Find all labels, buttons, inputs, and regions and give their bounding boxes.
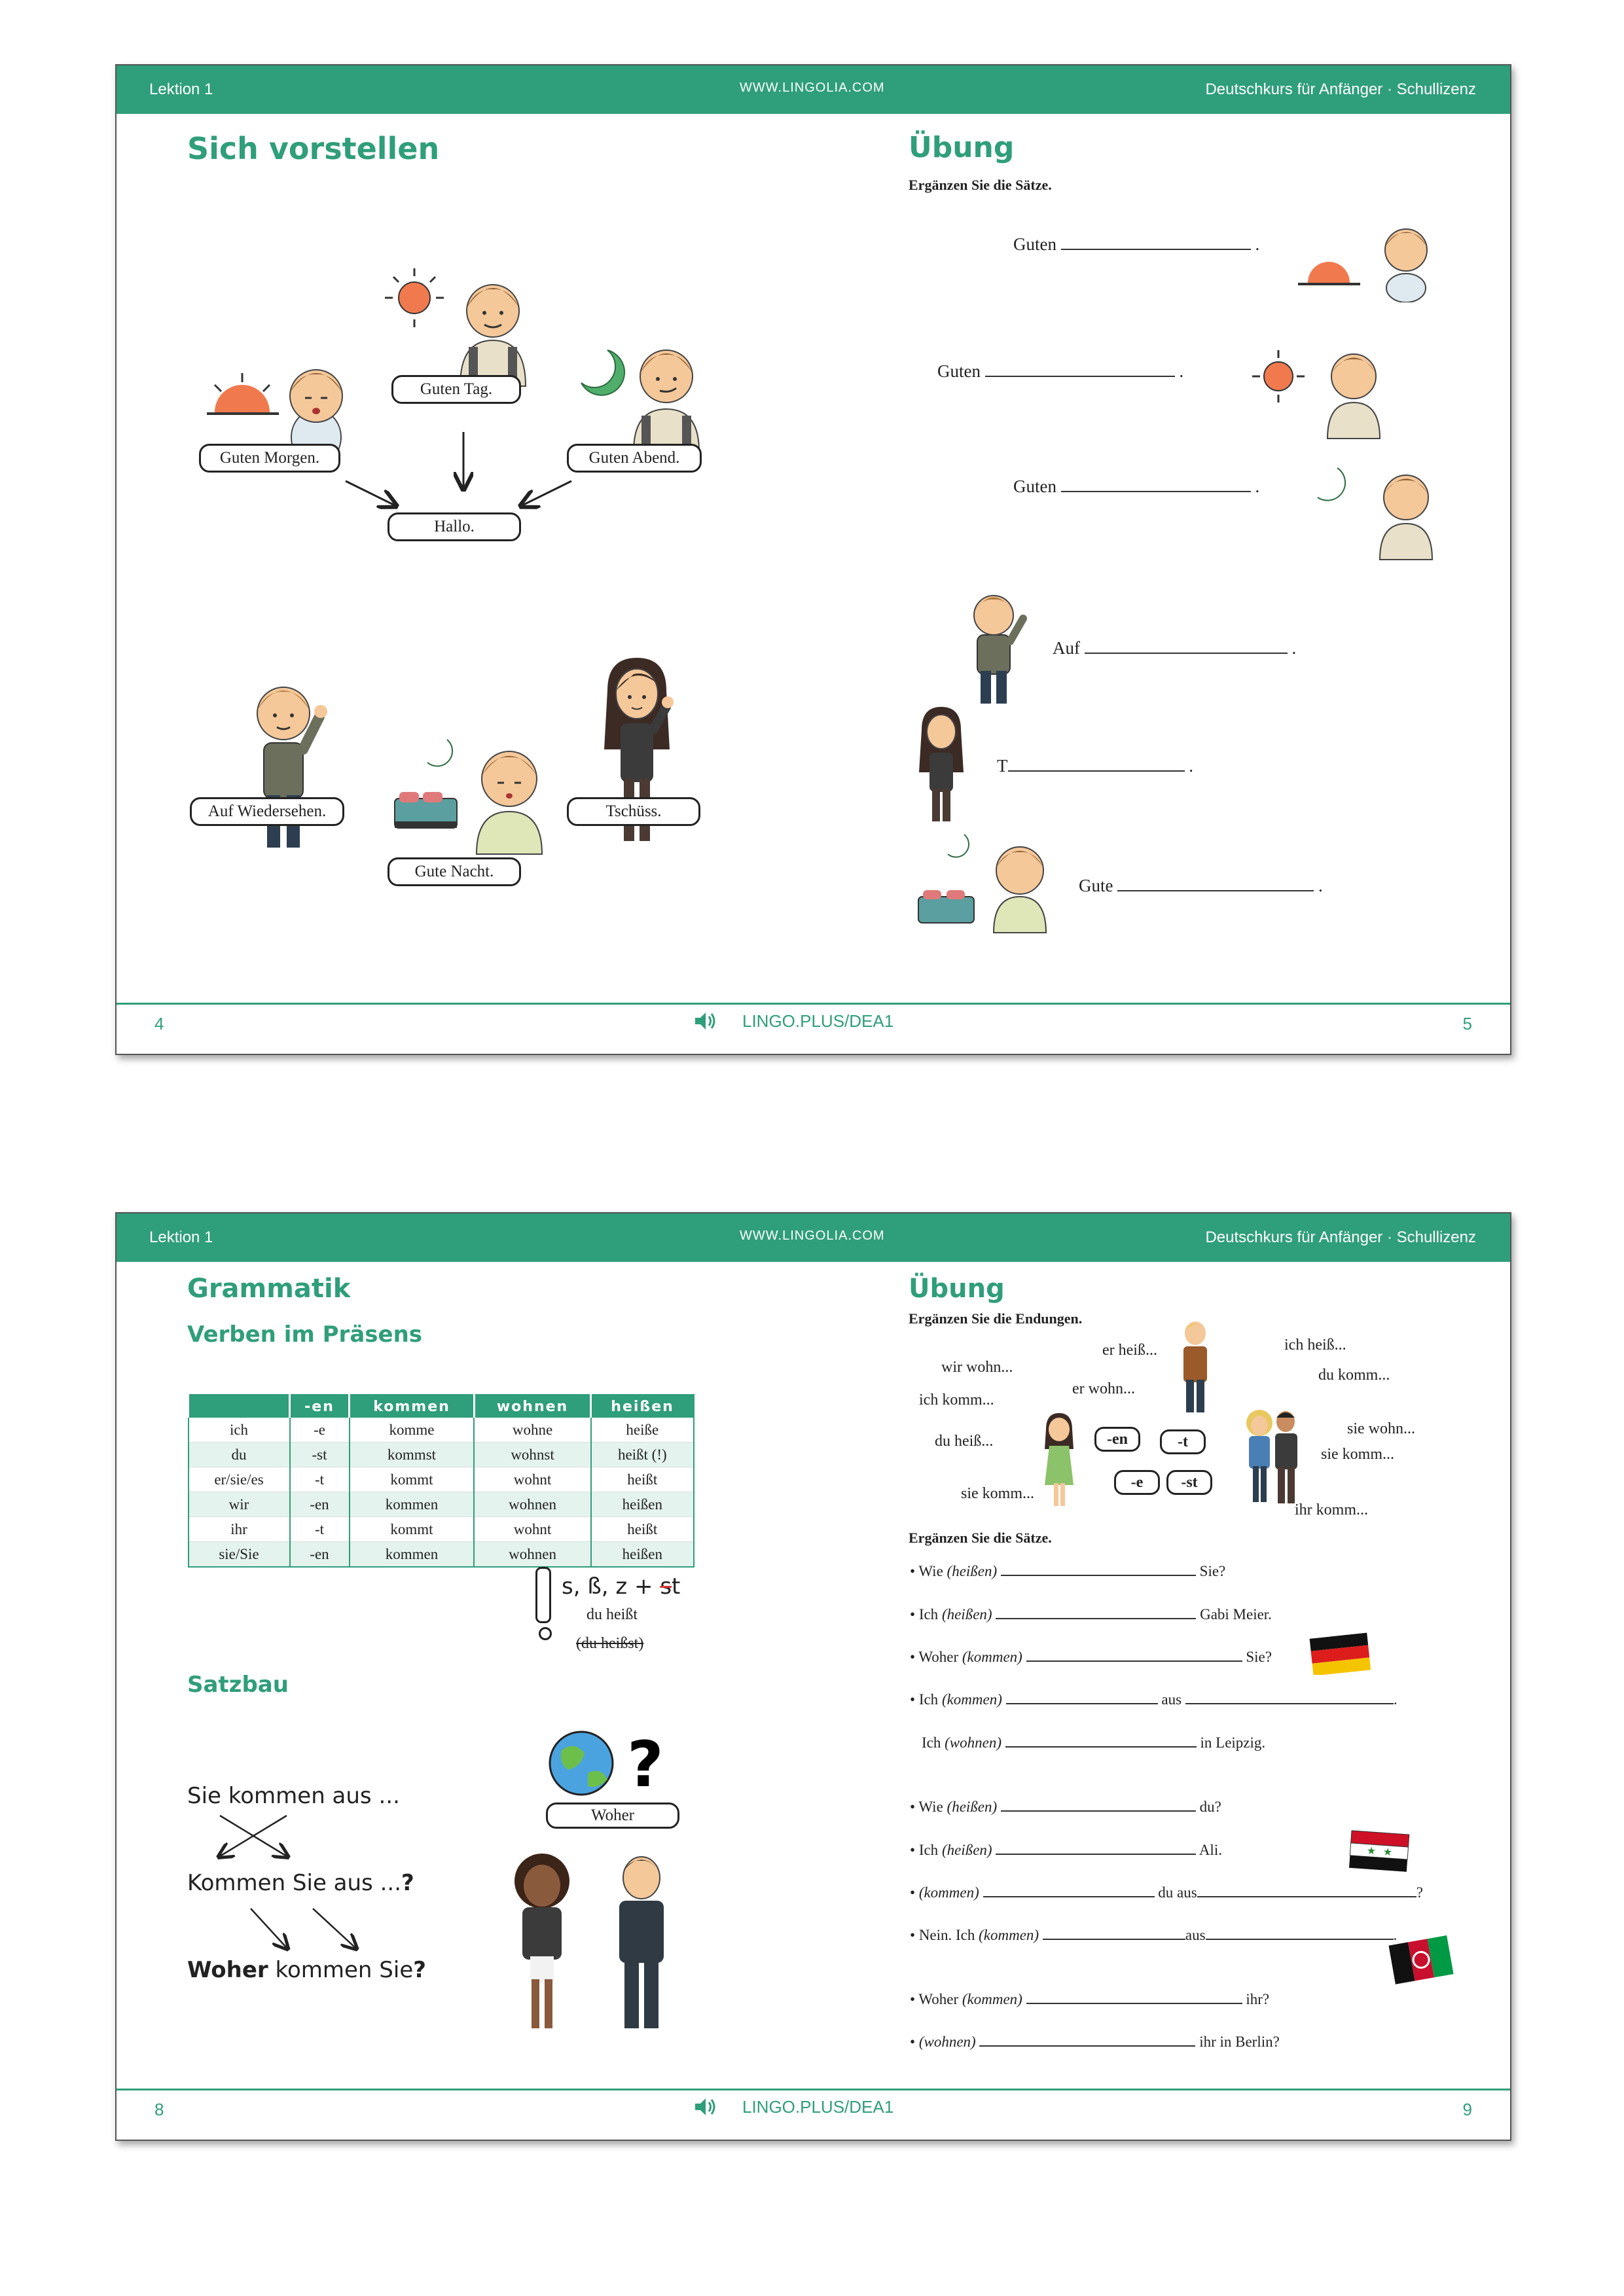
- globe-question-illustration: [549, 1727, 679, 1799]
- woman-green-dress-icon: [1039, 1410, 1079, 1508]
- blank-input[interactable]: [1005, 1732, 1197, 1748]
- spelling-rule: s, ß, z + st: [562, 1573, 681, 1600]
- correct-form: du heißt: [586, 1606, 638, 1623]
- sentence-3: • Woher (kommen) Sie?: [910, 1646, 1272, 1666]
- ending-tag[interactable]: -e: [1114, 1470, 1160, 1495]
- table-cell: -en: [290, 1542, 350, 1568]
- blank-input[interactable]: [1117, 876, 1314, 891]
- table-cell: wohnst: [474, 1443, 590, 1467]
- exclamation-icon: [535, 1567, 551, 1623]
- moon-icon: [427, 740, 452, 766]
- table-cell: du: [189, 1443, 290, 1467]
- svg-text:★: ★: [1382, 1846, 1393, 1859]
- blank-input[interactable]: [983, 1882, 1155, 1897]
- course-label: Deutschkurs für Anfänger · Schullizenz: [1205, 1229, 1476, 1246]
- german-flag-icon: [1308, 1629, 1373, 1675]
- afghan-flag-icon: [1386, 1933, 1458, 1986]
- table-cell: -t: [290, 1517, 350, 1542]
- sentences-instruction: Ergänzen Sie die Sätze.: [909, 1530, 1052, 1546]
- verb-table: [187, 1394, 695, 1568]
- table-cell: wohnen: [474, 1492, 590, 1517]
- table-cell: heißt: [591, 1467, 694, 1492]
- sentence-6: • Wie (heißen) du?: [910, 1796, 1221, 1816]
- table-cell: kommt: [350, 1517, 475, 1542]
- table-cell: heißt: [591, 1517, 694, 1542]
- label-guten-tag: Guten Tag.: [391, 375, 521, 404]
- speaker-icon[interactable]: [693, 1010, 719, 1032]
- table-cell: kommen: [350, 1492, 475, 1517]
- bed-icon: [395, 792, 457, 828]
- man-icon: [619, 1857, 664, 2029]
- footer-bar: [117, 1003, 1510, 1044]
- waving-boy-small-icon: [961, 583, 1033, 707]
- table-cell: wohnt: [474, 1467, 590, 1492]
- blank-input[interactable]: [1061, 476, 1251, 492]
- table-cell: -st: [290, 1443, 350, 1467]
- fill-sentence-5: T .: [997, 756, 1193, 776]
- table-cell: heißen: [591, 1542, 694, 1568]
- fill-sentence-3: Guten .: [1013, 476, 1260, 496]
- blank-input[interactable]: [1061, 234, 1251, 250]
- label-guten-abend: Guten Abend.: [567, 444, 702, 473]
- arrows-to-hallo: [313, 419, 614, 537]
- label-gute-nacht: Gute Nacht.: [388, 857, 521, 886]
- exercise-instruction: Ergänzen Sie die Sätze.: [909, 177, 1052, 193]
- bed-sleepy-boy-illustration: [391, 726, 562, 857]
- page-number-left: 8: [154, 2100, 164, 2119]
- blank-input[interactable]: [996, 1604, 1196, 1619]
- grammar-title: Grammatik: [187, 1274, 351, 1304]
- wrong-form: (du heißst): [576, 1635, 644, 1652]
- table-cell: wohnen: [474, 1542, 590, 1568]
- blank-input[interactable]: [1085, 638, 1288, 654]
- blank-input[interactable]: [1026, 1988, 1242, 2004]
- table-cell: wohne: [474, 1418, 590, 1443]
- table-cell: wohnt: [474, 1517, 590, 1542]
- table-row: [189, 1492, 695, 1517]
- blank-input[interactable]: [979, 2031, 1195, 2047]
- satzbau-w-question: Woher kommen Sie?: [187, 1957, 426, 1983]
- label-guten-morgen: Guten Morgen.: [199, 444, 340, 473]
- endings-instruction: Ergänzen Sie die Endungen.: [909, 1310, 1083, 1327]
- couple-icon: [1241, 1402, 1307, 1507]
- waving-woman-small-icon: [909, 700, 974, 825]
- fill-sentence-2: Guten .: [937, 361, 1184, 381]
- table-cell: kommen: [350, 1542, 475, 1568]
- sentence-1: • Wie (heißen) Sie?: [910, 1560, 1225, 1580]
- label-hallo: Hallo.: [388, 512, 521, 541]
- table-row: [189, 1418, 695, 1443]
- sentence-7: • Ich (heißen) Ali.: [910, 1839, 1222, 1859]
- table-header-row: -en kommen wohnen heißen: [189, 1395, 695, 1418]
- site-url[interactable]: WWW.LINGOLIA.COM: [740, 81, 885, 95]
- audio-link[interactable]: LINGO.PLUS/DEA1: [742, 1011, 894, 1031]
- table-cell: -en: [290, 1492, 350, 1517]
- globe-icon: [550, 1732, 613, 1795]
- table-cell: heißt (!): [591, 1443, 694, 1467]
- table-cell: kommt: [350, 1467, 475, 1492]
- boy-happy-icon: [460, 285, 526, 386]
- sun-boy-small-icon: [1242, 331, 1406, 442]
- ending-word: sie komm...: [1321, 1446, 1394, 1463]
- table-cell: wir: [189, 1492, 290, 1517]
- sentence-5: Ich (wohnen) in Leipzig.: [922, 1732, 1265, 1751]
- table-cell: -t: [290, 1467, 350, 1492]
- exercise-title: Übung: [909, 131, 1015, 164]
- ending-word: sie komm...: [961, 1485, 1034, 1502]
- ending-word: er heiß...: [1102, 1342, 1157, 1359]
- sentence-10: • Woher (kommen) ihr?: [910, 1988, 1269, 2008]
- blank-input[interactable]: [1001, 1796, 1196, 1812]
- two-people-illustration: [496, 1845, 693, 2035]
- moon-icon: [581, 350, 624, 395]
- ending-tag[interactable]: -st: [1166, 1470, 1212, 1495]
- page-number-left: 4: [154, 1014, 164, 1033]
- table-cell: ich: [189, 1418, 290, 1443]
- sentence-11: • (wohnen) ihr in Berlin?: [910, 2031, 1280, 2051]
- table-cell: heißen: [591, 1492, 694, 1517]
- blank-input[interactable]: [1197, 1882, 1416, 1897]
- sunrise-icon: [207, 373, 279, 414]
- fill-sentence-6: Gute .: [1079, 876, 1323, 895]
- satzbau-statement: Sie kommen aus ...: [187, 1783, 400, 1809]
- course-label: Deutschkurs für Anfänger · Schullizenz: [1205, 81, 1476, 98]
- ending-word: sie wohn...: [1347, 1420, 1415, 1437]
- page-title: Sich vorstellen: [187, 131, 440, 166]
- table-cell: ihr: [189, 1517, 290, 1542]
- audio-link[interactable]: LINGO.PLUS/DEA1: [742, 2097, 894, 2117]
- ending-word: du heiß...: [935, 1433, 994, 1450]
- blank-input[interactable]: [996, 1839, 1196, 1855]
- ending-word: ich komm...: [919, 1391, 994, 1408]
- svg-text:★: ★: [1366, 1845, 1377, 1857]
- label-woher: Woher: [546, 1803, 679, 1829]
- blank-input[interactable]: [1001, 1560, 1196, 1576]
- blank-input[interactable]: [1043, 1924, 1185, 1940]
- sentence-4: • Ich (kommen) aus .: [910, 1689, 1398, 1708]
- ending-tag[interactable]: -t: [1160, 1429, 1206, 1454]
- table-cell: komme: [350, 1418, 475, 1443]
- boy-sleepy-icon: [477, 751, 542, 854]
- speaker-icon[interactable]: [693, 2096, 719, 2118]
- table-row: [189, 1542, 695, 1568]
- blank-input[interactable]: [1006, 1689, 1158, 1704]
- table-row: [189, 1467, 695, 1492]
- spread-pages-4-5: [115, 64, 1511, 1055]
- moon-boy-small-icon: [1308, 452, 1439, 563]
- blank-input[interactable]: [1206, 1924, 1394, 1940]
- sun-icon: [385, 268, 444, 327]
- table-cell: -e: [290, 1418, 350, 1443]
- table-cell: heiße: [591, 1418, 694, 1443]
- fill-sentence-4: Auf .: [1053, 638, 1297, 658]
- blank-input[interactable]: [1185, 1689, 1394, 1704]
- table-row: [189, 1443, 695, 1467]
- sunrise-boy-small-icon: [1295, 211, 1439, 302]
- blond-man-icon: [1176, 1317, 1215, 1415]
- syrian-flag-icon: [1347, 1827, 1413, 1873]
- satzbau-title: Satzbau: [187, 1672, 289, 1698]
- label-auf-wiedersehen: Auf Wiedersehen.: [190, 797, 344, 826]
- exercise-title: Übung: [909, 1274, 1005, 1304]
- fill-sentence-1: Guten .: [1013, 234, 1260, 254]
- sentence-8: • (kommen) du aus ?: [910, 1882, 1423, 1901]
- table-cell: sie/Sie: [189, 1542, 290, 1568]
- ending-word: ich heiß...: [1284, 1336, 1346, 1354]
- page-number-right: 9: [1462, 2100, 1472, 2119]
- header-bar: [117, 1213, 1510, 1262]
- woman-icon: [514, 1854, 569, 2028]
- lesson-label: Lektion 1: [149, 1229, 213, 1246]
- label-tschuess: Tschüss.: [567, 797, 700, 826]
- grammar-subtitle: Verben im Präsens: [187, 1321, 423, 1348]
- page-number-right: 5: [1462, 1014, 1472, 1033]
- footer-bar: [117, 2089, 1510, 2130]
- table-cell: kommst: [350, 1443, 475, 1467]
- table-cell: er/sie/es: [189, 1467, 290, 1492]
- question-mark-icon: ?: [627, 1728, 664, 1799]
- satzbau-question: Kommen Sie aus ...?: [187, 1870, 414, 1896]
- ending-word: ihr komm...: [1295, 1501, 1368, 1518]
- header-bar: [117, 65, 1510, 114]
- sun-boy-illustration: [378, 249, 535, 393]
- ending-word: er wohn...: [1072, 1380, 1135, 1397]
- lesson-label: Lektion 1: [149, 81, 213, 98]
- boy-smirk-icon: [634, 350, 699, 452]
- sentence-9: • Nein. Ich (kommen) aus .: [910, 1924, 1397, 1944]
- sentence-2: • Ich (heißen) Gabi Meier.: [910, 1604, 1272, 1623]
- blank-input[interactable]: [1026, 1646, 1242, 1662]
- ending-word: wir wohn...: [941, 1359, 1013, 1376]
- blank-input[interactable]: [985, 361, 1175, 377]
- blank-input[interactable]: [1008, 756, 1185, 772]
- bed-sleepy-boy-small-icon: [915, 825, 1059, 936]
- ending-word: du komm...: [1318, 1367, 1390, 1384]
- spread-pages-8-9: [115, 1212, 1511, 2141]
- table-row: [189, 1517, 695, 1542]
- ending-tag[interactable]: -en: [1094, 1427, 1140, 1452]
- site-url[interactable]: WWW.LINGOLIA.COM: [740, 1229, 885, 1243]
